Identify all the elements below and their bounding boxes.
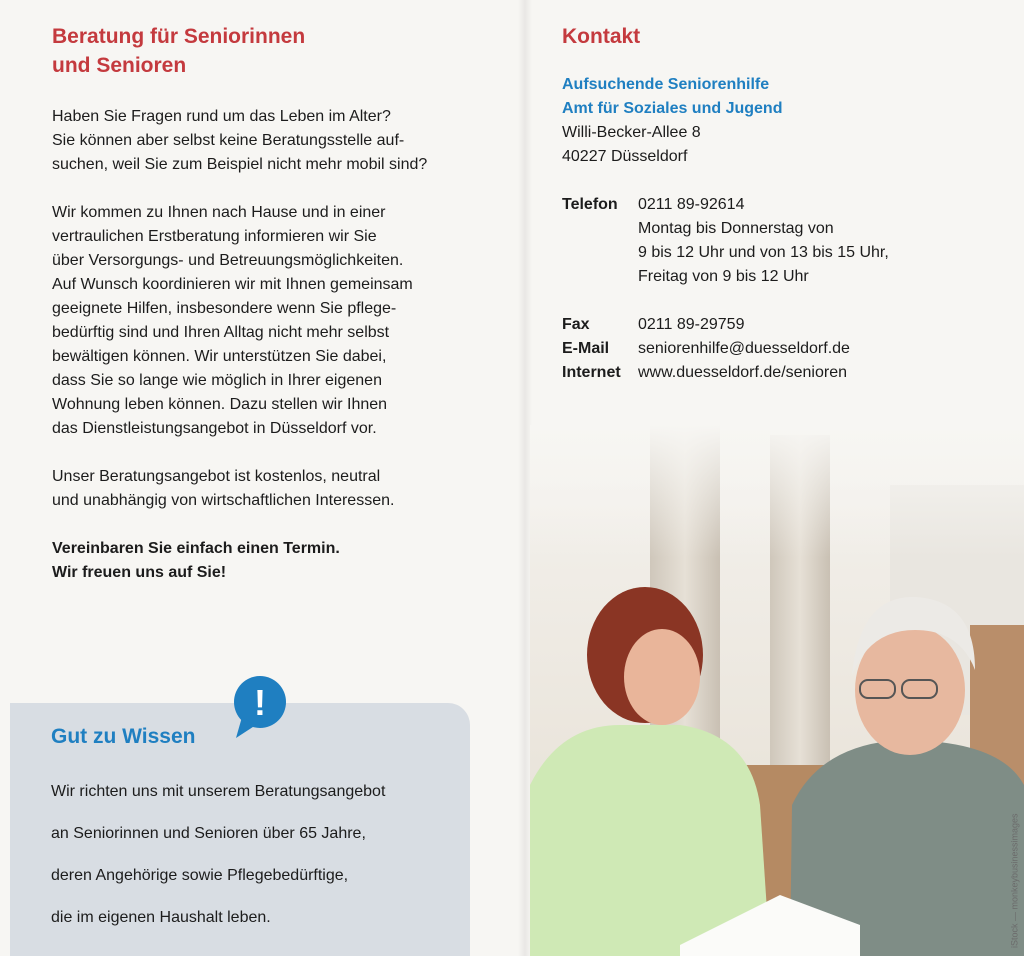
title-line-1: Beratung für Seniorinnen [52,25,306,48]
text-line: Wir freuen uns auf Sie! [52,564,227,581]
exclamation-bubble-icon [232,675,288,741]
text-line: an Seniorinnen und Senioren über 65 Jahre, [51,825,366,842]
consultation-title [52,22,492,80]
intro-paragraph [52,105,492,177]
text-line: vertraulichen Erstberatung informieren wir Sie [52,228,377,245]
photo-illustration [530,425,1024,956]
free-of-charge-paragraph [52,465,492,513]
phone-label: Telefon [562,196,618,213]
text-line: Vereinbaren Sie einfach einen Termin. [52,540,340,557]
photo-credit: iStock — monkeybusinessimages [1010,813,1020,948]
text-line: bedürftig sind und Ihren Alltag nicht mehr selbst [52,324,390,341]
city: 40227 Düsseldorf [562,148,688,165]
text-line: suchen, weil Sie zum Beispiel nicht mehr mobil sind? [52,156,428,173]
phone-number[interactable]: 0211 89-92614 [638,196,745,213]
exclamation-glyph: ! [254,682,266,723]
text-line: Wir richten uns mit unserem Beratungsangebot [51,783,386,800]
text-line: dass Sie so lange wie möglich in Ihrer eigenen [52,372,382,389]
website-link[interactable]: www.duesseldorf.de/senioren [638,364,848,381]
text-line: Auf Wunsch koordinieren wir mit Ihnen gemeinsam [52,276,413,293]
internet-label: Internet [562,364,621,381]
opening-hours-line: Freitag von 9 bis 12 Uhr [638,268,809,285]
text-line: deren Angehörige sowie Pflegebedürftige, [51,867,349,884]
fax-row [562,313,1002,337]
good-to-know-title: Gut zu Wissen [51,725,196,748]
text-line: Unser Beratungsangebot ist kostenlos, neutral [52,468,381,485]
email-row [562,337,1002,361]
title-line-2: und Senioren [52,54,187,77]
text-line: die im eigenen Haushalt leben. [51,909,271,926]
consultation-section [52,22,492,609]
consultation-photo [530,425,1024,956]
address [562,121,1002,169]
good-to-know-text [51,771,385,939]
text-line: Sie können aber selbst keine Beratungsstelle auf- [52,132,405,149]
text-line: Haben Sie Fragen rund um das Leben im Alter? [52,108,391,125]
contact-section [562,22,1002,385]
opening-hours-line: Montag bis Donnerstag von [638,220,834,237]
appointment-callout [52,537,492,585]
phone-row [562,193,1002,289]
text-line: Wohnung leben können. Dazu stellen wir Ihnen [52,396,388,413]
internet-row [562,361,1002,385]
opening-hours-line: 9 bis 12 Uhr und von 13 bis 15 Uhr, [638,244,889,261]
text-line: und unabhängig von wirtschaftlichen Interessen. [52,492,395,509]
text-line: über Versorgungs- und Betreuungsmöglichkeiten. [52,252,404,269]
text-line: das Dienstleistungsangebot in Düsseldorf vor. [52,420,377,437]
contact-title: Kontakt [562,25,641,48]
text-line: Wir kommen zu Ihnen nach Hause und in einer [52,204,386,221]
phone-value [638,193,889,289]
text-line: bewältigen können. Wir unterstützen Sie dabei, [52,348,387,365]
fax-value: 0211 89-29759 [638,316,745,333]
email-link[interactable]: seniorenhilfe@duesseldorf.de [638,340,850,357]
fax-label: Fax [562,316,590,333]
department-name: Amt für Soziales und Jugend [562,100,783,117]
street: Willi-Becker-Allee 8 [562,124,701,141]
organization-name: Aufsuchende Seniorenhilfe [562,76,770,93]
service-paragraph [52,201,492,441]
text-line: geeignete Hilfen, insbesondere wenn Sie pflege- [52,300,397,317]
email-label: E-Mail [562,340,610,357]
